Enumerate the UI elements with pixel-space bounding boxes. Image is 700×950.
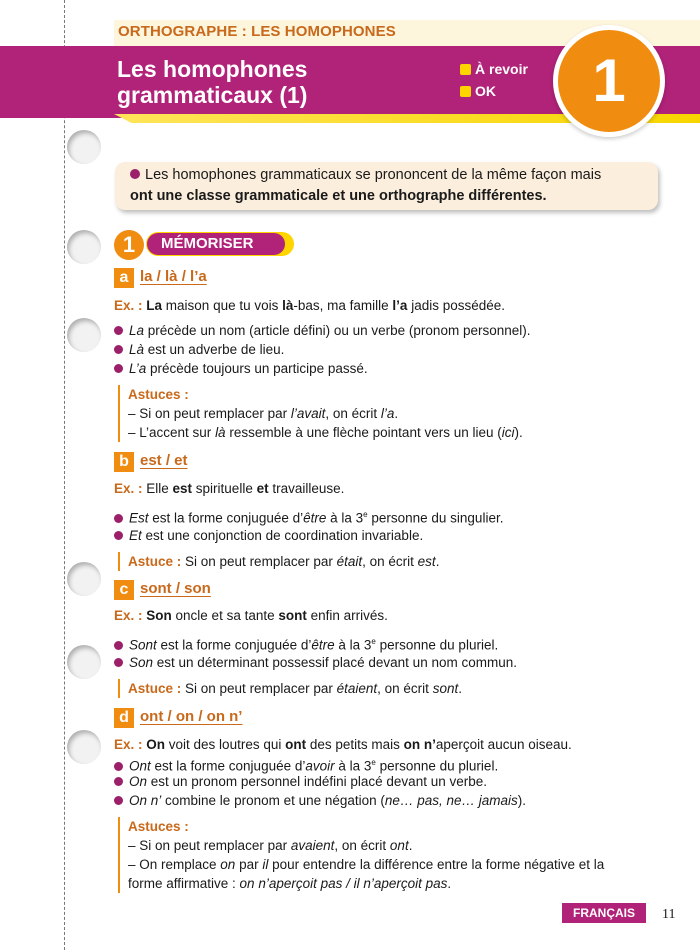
bullet-dot: [114, 762, 123, 771]
bullet-text: précède un nom (article défini) ou un verbe (pronom personnel).: [144, 323, 531, 338]
tip-line: – L’accent sur là ressemble à une flèche pointant vers un lieu (ici).: [128, 425, 523, 440]
checkbox-label: À revoir: [475, 61, 528, 77]
ex-label: Ex. :: [114, 737, 143, 752]
chapter-number-badge: 1: [553, 25, 665, 137]
bullet-dot: [114, 658, 123, 667]
intro-text: [130, 165, 650, 207]
intro-line-2: ont une classe grammaticale et une orthographe différentes.: [130, 188, 547, 204]
bullet-dot: [114, 641, 123, 650]
bullet-dot: [114, 345, 123, 354]
section-title-a: la / là / l’a: [140, 268, 207, 285]
bullet-item: Ont est la forme conjuguée d’avoir à la 3e personne du pluriel.: [114, 753, 498, 776]
intro-line-1: Les homophones grammaticaux se prononcent de la même façon mais: [145, 167, 602, 183]
section-title-d: ont / on / on n’: [140, 708, 243, 725]
checkbox-ok[interactable]: [460, 83, 496, 99]
bullet-term: Là: [129, 342, 145, 357]
tip-line: forme affirmative : on n’aperçoit pas / il n’aperçoit pas.: [128, 876, 452, 891]
section-title-b: est / et: [140, 452, 188, 469]
binder-dashed-line: [64, 0, 65, 950]
bullet-item: Et est une conjonction de coordination invariable.: [114, 526, 423, 545]
bullet-item: On est un pronom personnel indéfini placé devant un verbe.: [114, 772, 487, 791]
binder-hole: [67, 562, 101, 596]
bullet-dot: [114, 531, 123, 540]
bullet-dot: [114, 364, 123, 373]
checkbox-icon[interactable]: [460, 86, 471, 97]
section-letter-a: a: [114, 268, 134, 288]
section-title-c: sont / son: [140, 580, 211, 597]
ex-label: Ex. :: [114, 298, 143, 313]
bullet-item: [114, 321, 531, 340]
checkbox-icon[interactable]: [460, 64, 471, 75]
binder-hole: [67, 318, 101, 352]
example-text: maison que tu vois: [162, 298, 283, 313]
bullet-text: précède toujours un participe passé.: [146, 361, 368, 376]
tip-box-b: Astuce : Si on peut remplacer par était, on écrit est.: [118, 552, 439, 571]
tip-label: Astuces :: [128, 387, 189, 402]
bullet-dot: [114, 514, 123, 523]
bullet-item: [114, 359, 368, 378]
section-letter-c: c: [114, 580, 134, 600]
binder-hole: [67, 730, 101, 764]
bullet-item: [114, 340, 284, 359]
section-letter-d: d: [114, 708, 134, 728]
binder-hole: [67, 130, 101, 164]
bullet-dot: [130, 169, 140, 179]
ex-label: Ex. :: [114, 608, 143, 623]
category-label: ORTHOGRAPHE : LES HOMOPHONES: [118, 23, 396, 40]
section-heading-label: MÉMORISER: [147, 233, 285, 255]
tip-line: – Si on peut remplacer par l’avait, on écrit l’a.: [128, 406, 399, 421]
title-line-2: grammaticaux (1): [117, 82, 308, 108]
bullet-text: est un adverbe de lieu.: [144, 342, 285, 357]
section-number-badge: 1: [114, 230, 144, 260]
tip-line: – On remplace on par il pour entendre la différence entre la forme négative et la: [128, 857, 605, 872]
example-a: [114, 296, 505, 315]
bullet-dot: [114, 796, 123, 805]
bullet-dot: [114, 777, 123, 786]
example-word: là: [282, 298, 294, 313]
example-word: l’a: [392, 298, 408, 313]
tip-line: – Si on peut remplacer par avaient, on écrit ont.: [128, 838, 413, 853]
tip-box-d: [118, 817, 604, 893]
bullet-dot: [114, 326, 123, 335]
example-text: -bas, ma famille: [293, 298, 393, 313]
tip-box-c: Astuce : Si on peut remplacer par étaient, on écrit sont.: [118, 679, 462, 698]
subject-label: FRANÇAIS: [562, 903, 646, 923]
bullet-term: La: [129, 323, 145, 338]
bullet-term: L’a: [129, 361, 147, 376]
checkbox-a-revoir[interactable]: [460, 61, 528, 77]
bullet-item: Sont est la forme conjuguée d’être à la 3e personne du pluriel.: [114, 632, 498, 655]
example-d: Ex. : On voit des loutres qui ont des petits mais on n’aperçoit aucun oiseau.: [114, 737, 572, 752]
checkbox-label: OK: [475, 83, 496, 99]
tip-label: Astuce :: [128, 681, 182, 696]
page-title: [117, 56, 307, 108]
tip-label: Astuce :: [128, 554, 182, 569]
tip-label: Astuces :: [128, 819, 189, 834]
binder-hole: [67, 645, 101, 679]
example-text: jadis possédée.: [407, 298, 506, 313]
example-c: Ex. : Son oncle et sa tante sont enfin arrivés.: [114, 608, 388, 623]
title-line-1: Les homophones: [117, 56, 308, 82]
section-letter-b: b: [114, 452, 134, 472]
example-word: La: [146, 298, 163, 313]
example-b: Ex. : Elle est spirituelle et travailleuse.: [114, 481, 345, 496]
page-number: 11: [662, 907, 676, 922]
bullet-item: Est est la forme conjuguée d’être à la 3e personne du singulier.: [114, 505, 503, 528]
tip-box-a: [118, 385, 523, 442]
bullet-item: On n’ combine le pronom et une négation (ne… pas, ne… jamais).: [114, 791, 526, 810]
bullet-item: Son est un déterminant possessif placé devant un nom commun.: [114, 653, 517, 672]
binder-hole: [67, 230, 101, 264]
ex-label: Ex. :: [114, 481, 143, 496]
